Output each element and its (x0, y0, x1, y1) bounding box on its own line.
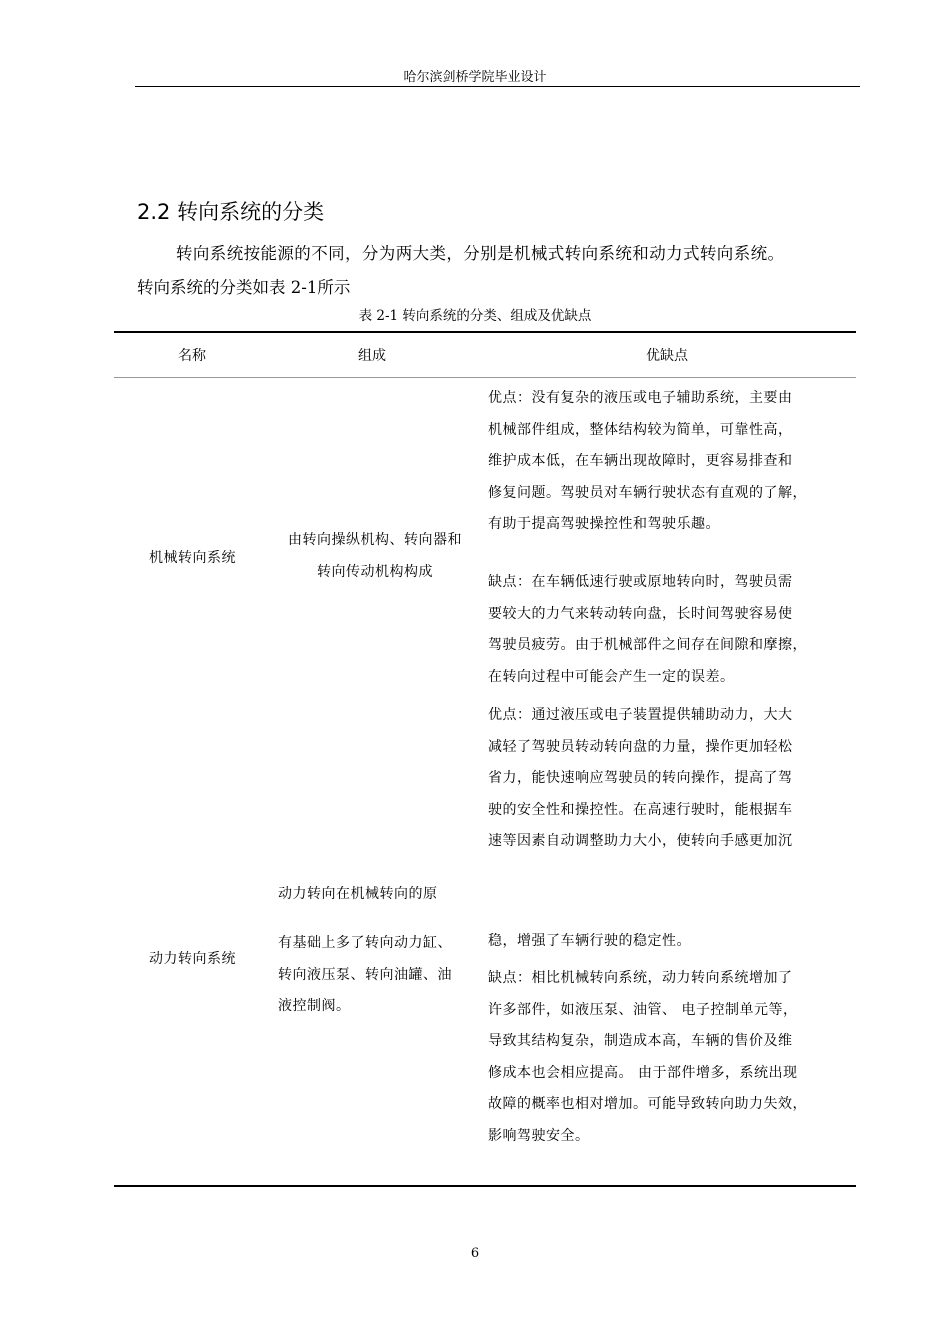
pros-line: 优点：通过液压或电子装置提供辅助动力，大大 (488, 707, 793, 723)
cons-line: 故障的概率也相对增加。可能导致转向助力失效， (488, 1096, 807, 1112)
pros-line: 优点：没有复杂的液压或电子辅助系统，主要由 (488, 390, 793, 406)
table-row-1-cons (488, 567, 807, 693)
cons-line: 驾驶员疲劳。由于机械部件之间存在间隙和摩擦， (488, 637, 807, 653)
pros-line: 省力，能快速响应驾驶员的转向操作，提高了驾 (488, 770, 793, 786)
table-header-rule (114, 377, 856, 378)
table-top-rule (114, 331, 856, 333)
page-header-title: 哈尔滨剑桥学院毕业设计 (403, 70, 547, 85)
table-caption: 表 2-1 转向系统的分类、组成及优缺点 (358, 308, 592, 324)
intro-paragraph-line-1: 转向系统按能源的不同，分为两大类，分别是机械式转向系统和动力式转向系统。 (176, 244, 785, 263)
composition-line: 由转向操纵机构、转向器和 (288, 532, 462, 548)
table-row-2-composition-rest (278, 928, 452, 1023)
pros-line: 维护成本低，在车辆出现故障时，更容易排查和 (488, 453, 793, 469)
pros-line: 有助于提高驾驶操控性和驾驶乐趣。 (488, 516, 720, 532)
pros-line: 减轻了驾驶员转动转向盘的力量，操作更加轻松 (488, 738, 793, 755)
table-row-2-cons (488, 963, 807, 1152)
cons-line: 缺点：在车辆低速行驶或原地转向时，驾驶员需 (488, 574, 793, 590)
composition-line: 转向液压泵、转向油罐、油 (278, 966, 452, 983)
composition-line: 转向传动机构构成 (317, 563, 433, 580)
cons-line: 许多部件，如液压泵、油管、 电子控制单元等， (488, 1001, 798, 1018)
table-row-2-pros-continued: 稳，增强了车辆行驶的稳定性。 (488, 933, 691, 949)
intro-paragraph-line-2: 转向系统的分类如表 2-1所示 (137, 278, 351, 297)
table-header-pros-cons: 优缺点 (646, 348, 688, 364)
pros-line: 驶的安全性和操控性。在高速行驶时，能根据车 (488, 801, 793, 818)
table-row-1-pros (488, 383, 807, 541)
page-number: 6 (470, 1246, 480, 1261)
table-row-1-name: 机械转向系统 (149, 550, 236, 566)
cons-line: 导致其结构复杂，制造成本高，车辆的售价及维 (488, 1033, 793, 1049)
table-header-name: 名称 (178, 348, 206, 364)
table-bottom-rule (114, 1185, 856, 1187)
table-row-1-composition (270, 525, 480, 588)
cons-line: 缺点：相比机械转向系统，动力转向系统增加了 (488, 970, 793, 986)
table-row-2-pros (488, 700, 793, 858)
composition-line: 有基础上多了转向动力缸、 (278, 935, 452, 951)
header-rule (135, 86, 860, 87)
pros-line: 机械部件组成，整体结构较为简单，可靠性高， (488, 421, 793, 438)
section-heading: 2.2 转向系统的分类 (137, 200, 325, 224)
cons-line: 在转向过程中可能会产生一定的误差。 (488, 668, 735, 685)
table-header-composition: 组成 (358, 348, 386, 364)
cons-line: 影响驾驶安全。 (488, 1127, 590, 1144)
pros-line: 修复问题。驾驶员对车辆行驶状态有直观的了解， (488, 484, 807, 501)
table-row-2-composition-line-1: 动力转向在机械转向的原 (278, 886, 438, 902)
composition-line: 液控制阀。 (278, 998, 351, 1014)
cons-line: 修成本也会相应提高。 由于部件增多，系统出现 (488, 1064, 798, 1081)
pros-line: 速等因素自动调整助力大小，使转向手感更加沉 (488, 833, 793, 849)
cons-line: 要较大的力气来转动转向盘，长时间驾驶容易使 (488, 605, 793, 622)
table-row-2-name: 动力转向系统 (149, 951, 236, 967)
